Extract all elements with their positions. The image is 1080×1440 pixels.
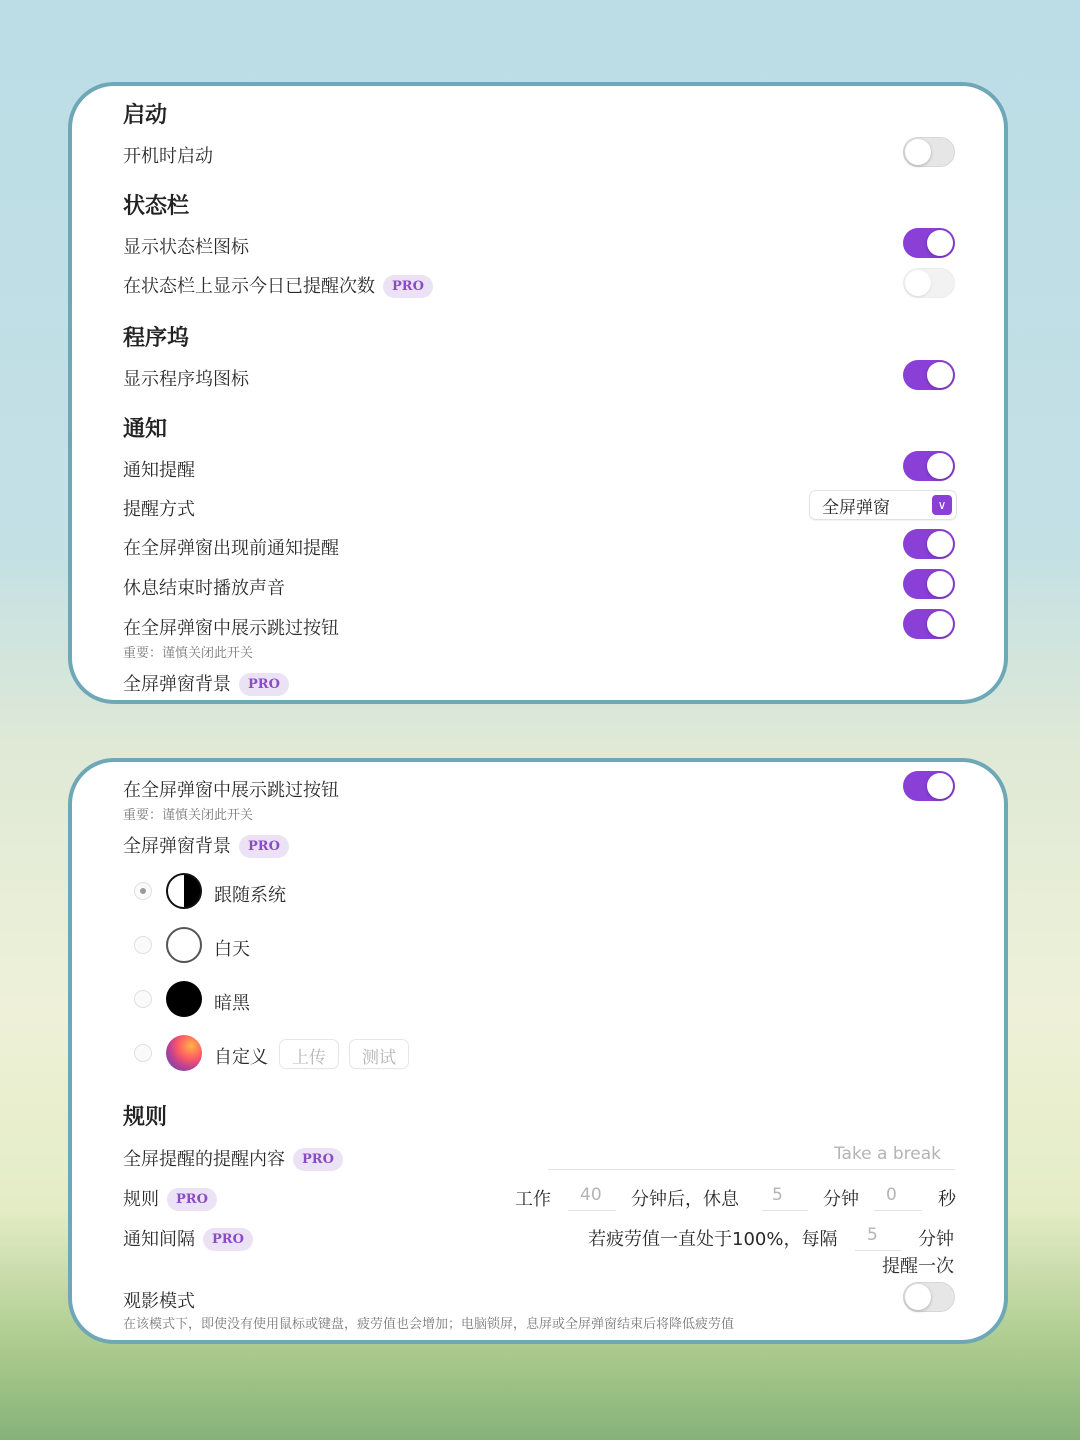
notify-reminder-toggle[interactable] — [903, 451, 955, 481]
section-heading-rules: 规则 — [123, 1105, 168, 1130]
notify-before-fullscreen-toggle[interactable] — [903, 529, 955, 559]
bg-option-custom-label: 自定义 — [214, 1047, 268, 1068]
section-heading-notify: 通知 — [123, 417, 168, 442]
pro-badge: PRO — [239, 673, 289, 696]
fullscreen-bg-row — [123, 832, 289, 858]
interval-prefix-text: 若疲劳值一直处于100%，每隔 — [588, 1229, 838, 1250]
pro-badge: PRO — [293, 1148, 343, 1171]
notify-interval-label: 通知间隔 — [123, 1229, 195, 1250]
work-minutes-input[interactable]: 40 — [568, 1185, 616, 1211]
show-today-count-toggle[interactable] — [903, 268, 955, 298]
after-rest-label: 分钟后，休息 — [631, 1189, 739, 1210]
fullscreen-bg-label: 全屏弹窗背景 — [123, 836, 231, 857]
white-circle-icon — [166, 927, 202, 963]
notify-before-fullscreen-label: 在全屏弹窗出现前通知提醒 — [123, 538, 339, 559]
pro-badge: PRO — [239, 835, 289, 858]
settings-card-fullscreen — [68, 758, 1008, 1344]
show-skip-button-toggle[interactable] — [903, 771, 955, 801]
section-heading-startup: 启动 — [123, 103, 168, 128]
show-statusbar-icon-label: 显示状态栏图标 — [123, 237, 249, 258]
section-heading-dock: 程序坞 — [123, 326, 190, 351]
show-skip-button-label: 在全屏弹窗中展示跳过按钮 — [123, 618, 339, 639]
bg-option-system-radio[interactable] — [134, 882, 152, 900]
section-heading-statusbar: 状态栏 — [123, 194, 190, 219]
skip-note: 重要：谨慎关闭此开关 — [123, 646, 254, 661]
sound-on-rest-end-label: 休息结束时播放声音 — [123, 578, 285, 599]
notify-reminder-label: 通知提醒 — [123, 460, 195, 481]
interval-suffix-text: 提醒一次 — [882, 1256, 954, 1277]
gradient-wallpaper-icon — [166, 1035, 202, 1071]
settings-card-general — [68, 82, 1008, 704]
notify-interval-row — [123, 1225, 253, 1251]
rest-seconds-input[interactable]: 0 — [874, 1185, 922, 1211]
reminder-content-input[interactable]: Take a break — [548, 1144, 955, 1170]
fullscreen-bg-row — [123, 670, 289, 696]
bg-option-day-label: 白天 — [214, 939, 250, 960]
sound-on-rest-end-toggle[interactable] — [903, 569, 955, 599]
skip-note: 重要：谨慎关闭此开关 — [123, 808, 254, 823]
work-label: 工作 — [515, 1189, 551, 1210]
movie-mode-toggle[interactable] — [903, 1282, 955, 1312]
upload-button[interactable]: 上传 — [280, 1040, 338, 1068]
fullscreen-bg-label: 全屏弹窗背景 — [123, 674, 231, 695]
movie-mode-description: 在该模式下，即使没有使用鼠标或键盘，疲劳值也会增加；电脑锁屏，息屏或全屏弹窗结束后将降低疲劳值 — [123, 1317, 735, 1332]
reminder-method-label: 提醒方式 — [123, 499, 195, 520]
rule-label: 规则 — [123, 1189, 159, 1210]
test-button[interactable]: 测试 — [350, 1040, 408, 1068]
show-skip-button-toggle[interactable] — [903, 609, 955, 639]
reminder-method-select[interactable] — [810, 491, 956, 519]
bg-option-day-radio[interactable] — [134, 936, 152, 954]
seconds-label: 秒 — [938, 1189, 956, 1210]
bg-option-custom-radio[interactable] — [134, 1044, 152, 1062]
show-today-count-label: 在状态栏上显示今日已提醒次数 — [123, 276, 375, 297]
rule-row — [123, 1185, 217, 1211]
bg-option-system-label: 跟随系统 — [214, 885, 286, 906]
reminder-content-label: 全屏提醒的提醒内容 — [123, 1149, 285, 1170]
movie-mode-label: 观影模式 — [123, 1291, 195, 1312]
launch-at-login-label: 开机时启动 — [123, 146, 213, 167]
chevron-down-icon: ∨ — [932, 495, 952, 515]
show-dock-icon-label: 显示程序坞图标 — [123, 369, 249, 390]
rest-minutes-input[interactable]: 5 — [762, 1185, 808, 1211]
show-today-count-row — [123, 272, 433, 298]
interval-minutes-input[interactable]: 5 — [855, 1225, 901, 1251]
launch-at-login-toggle[interactable] — [903, 137, 955, 167]
pro-badge: PRO — [167, 1188, 217, 1211]
bg-option-dark-label: 暗黑 — [214, 993, 250, 1014]
interval-minutes-label: 分钟 — [918, 1229, 954, 1250]
bg-option-dark-radio[interactable] — [134, 990, 152, 1008]
show-dock-icon-toggle[interactable] — [903, 360, 955, 390]
pro-badge: PRO — [383, 275, 433, 298]
minutes-label: 分钟 — [823, 1189, 859, 1210]
reminder-content-row — [123, 1145, 343, 1171]
pro-badge: PRO — [203, 1228, 253, 1251]
show-statusbar-icon-toggle[interactable] — [903, 228, 955, 258]
reminder-method-value: 全屏弹窗 — [822, 498, 890, 518]
show-skip-button-label: 在全屏弹窗中展示跳过按钮 — [123, 780, 339, 801]
black-circle-icon — [166, 981, 202, 1017]
half-circle-icon — [166, 873, 202, 909]
